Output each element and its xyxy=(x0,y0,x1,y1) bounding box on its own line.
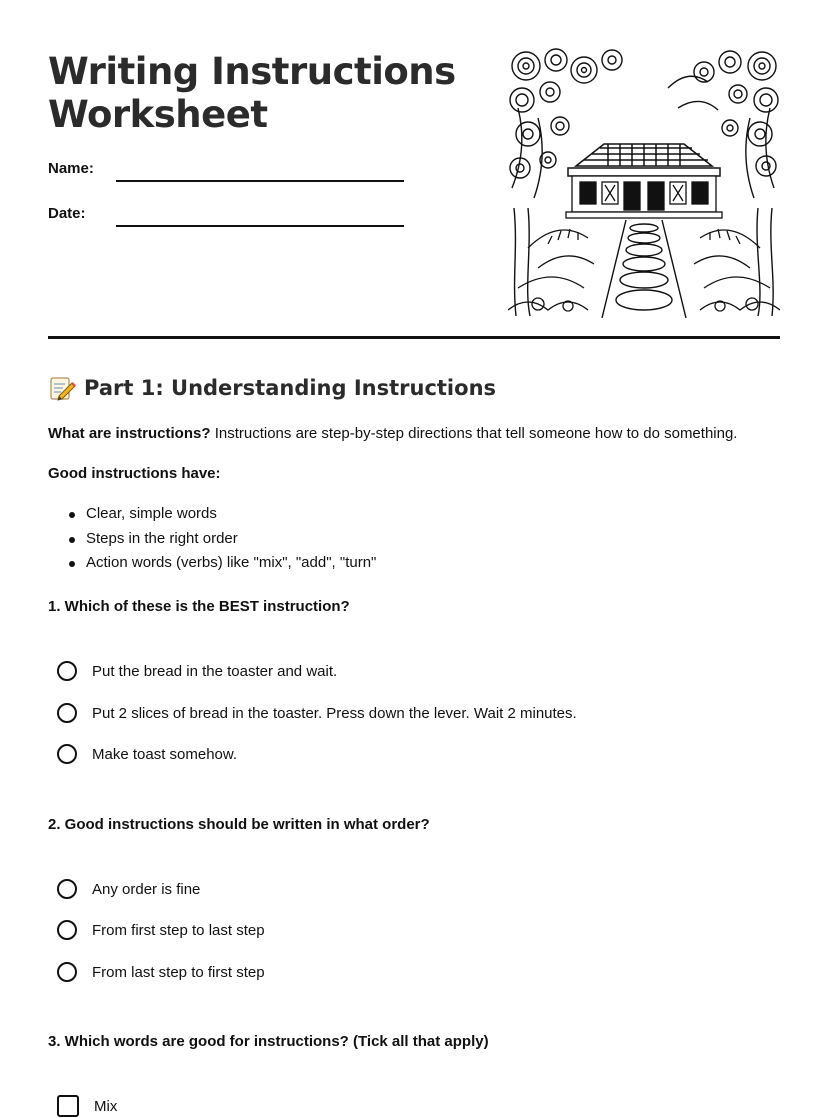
option-label: Put 2 slices of bread in the toaster. Press down the lever. Wait 2 minutes. xyxy=(92,704,577,722)
option-label: From last step to first step xyxy=(92,963,265,981)
option-label: From first step to last step xyxy=(92,921,265,939)
good-instructions-list xyxy=(86,505,376,579)
radio-button[interactable] xyxy=(57,703,77,723)
list-item: Action words (verbs) like "mix", "add", "turn" xyxy=(86,554,376,579)
title-line-1: Writing Instructions xyxy=(48,50,456,93)
house-garden-illustration xyxy=(508,48,780,318)
good-instructions-heading: Good instructions have: xyxy=(48,465,221,482)
radio-button[interactable] xyxy=(57,962,77,982)
radio-button[interactable] xyxy=(57,661,77,681)
intro-text: Instructions are step-by-step directions that tell someone how to do something. xyxy=(210,425,738,442)
question-1: 1. Which of these is the BEST instruction? xyxy=(48,598,350,615)
radio-button[interactable] xyxy=(57,744,77,764)
question-3: 3. Which words are good for instructions? (Tick all that apply) xyxy=(48,1033,489,1050)
checkbox[interactable] xyxy=(57,1095,79,1117)
memo-pencil-icon xyxy=(48,374,76,402)
name-field[interactable] xyxy=(116,180,404,182)
question-3-option-1[interactable] xyxy=(57,1095,117,1117)
option-label: Any order is fine xyxy=(92,880,201,898)
title-line-2: Worksheet xyxy=(48,93,268,136)
radio-button[interactable] xyxy=(57,920,77,940)
question-2-option-1[interactable] xyxy=(57,879,200,899)
question-1-option-3[interactable] xyxy=(57,744,237,764)
worksheet-title xyxy=(48,50,456,136)
date-field[interactable] xyxy=(116,225,404,227)
section-divider xyxy=(48,336,780,339)
part1-heading xyxy=(48,374,496,402)
option-label: Put the bread in the toaster and wait. xyxy=(92,662,338,680)
question-2-option-3[interactable] xyxy=(57,962,265,982)
list-item: Clear, simple words xyxy=(86,505,376,530)
option-label: Make toast somehow. xyxy=(92,745,238,763)
question-2-option-2[interactable] xyxy=(57,920,265,940)
question-1-option-2[interactable] xyxy=(57,703,577,723)
name-label: Name: xyxy=(48,160,94,177)
question-2: 2. Good instructions should be written in what order? xyxy=(48,816,430,833)
list-item: Steps in the right order xyxy=(86,530,376,555)
option-label: Mix xyxy=(94,1097,118,1115)
part1-heading-text: Part 1: Understanding Instructions xyxy=(84,376,497,400)
date-label: Date: xyxy=(48,205,86,222)
question-1-option-1[interactable] xyxy=(57,661,337,681)
intro-paragraph xyxy=(48,425,737,442)
radio-button[interactable] xyxy=(57,879,77,899)
intro-bold: What are instructions? xyxy=(48,425,211,442)
